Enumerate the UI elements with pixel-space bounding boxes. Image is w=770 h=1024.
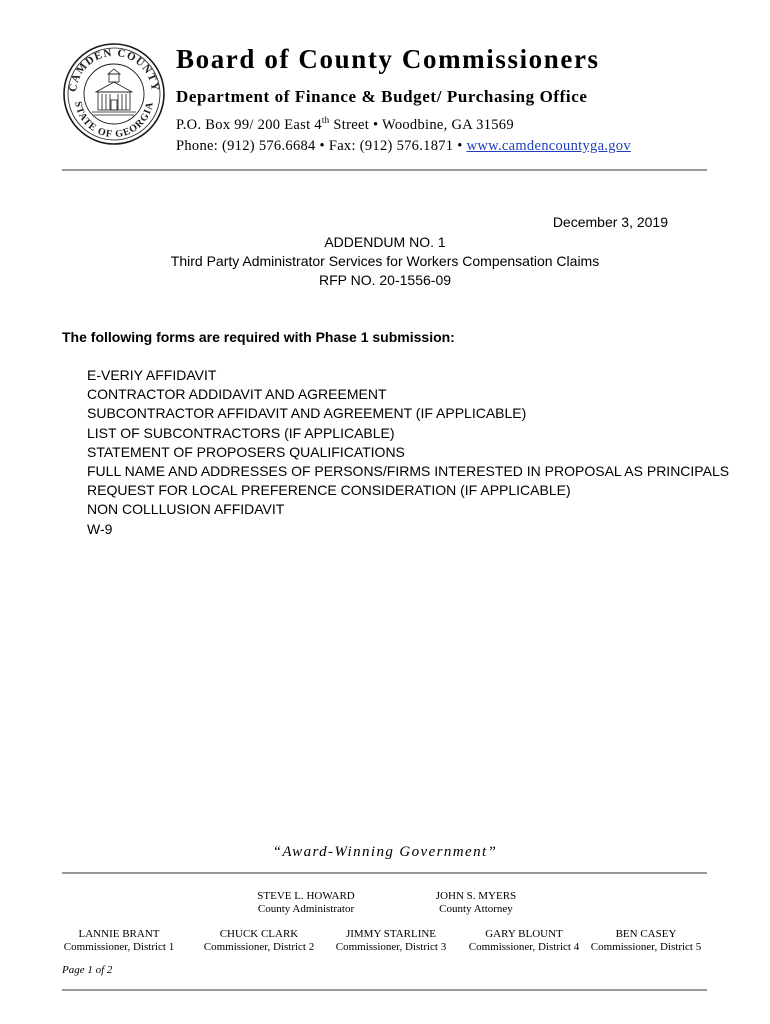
department-name: Department of Finance & Budget/ Purchasing Office	[176, 87, 588, 106]
officer-attorney	[396, 890, 556, 916]
address-suffix: Street • Woodbine, GA 31569	[329, 116, 514, 133]
commissioner-district-4	[454, 928, 594, 954]
contact-line	[176, 138, 631, 155]
addendum-number: ADDENDUM NO. 1	[324, 234, 446, 250]
addendum-subject: Third Party Administrator Services for Workers Compensation Claims	[170, 253, 600, 269]
footer-divider	[62, 872, 707, 874]
list-item: E-VERIY AFFIDAVIT	[87, 367, 217, 383]
motto: “Award-Winning Government”	[272, 844, 498, 860]
commissioner-title: Commissioner, District 2	[203, 941, 315, 953]
phone-fax-text: Phone: (912) 576.6684 • Fax: (912) 576.1871 •	[176, 138, 467, 154]
website-link[interactable]: www.camdencountyga.gov	[466, 138, 631, 154]
commissioner-title: Commissioner, District 5	[590, 941, 702, 953]
bottom-divider	[62, 989, 707, 991]
address-prefix: P.O. Box 99/ 200 East 4	[176, 116, 322, 133]
commissioner-title: Commissioner, District 4	[468, 941, 580, 953]
rfp-number: RFP NO. 20-1556-09	[318, 272, 452, 288]
commissioner-title: Commissioner, District 3	[335, 941, 447, 953]
page-number: Page 1 of 2	[62, 964, 113, 976]
officer-title: County Administrator	[257, 903, 355, 915]
list-item: CONTRACTOR ADDIDAVIT AND AGREEMENT	[87, 386, 387, 403]
county-seal-logo	[62, 42, 166, 146]
commissioner-district-2	[189, 928, 329, 954]
organization-name: Board of County Commissioners	[176, 44, 600, 74]
list-item: FULL NAME AND ADDRESSES OF PERSONS/FIRMS INTERESTED IN PROPOSAL AS PRINCIPALS	[87, 462, 730, 479]
seal-top-text: CAMDEN COUNTY	[66, 46, 162, 93]
address-superscript: th	[321, 115, 330, 125]
required-forms-list	[87, 366, 729, 539]
forms-intro: The following forms are required with Phase 1 submission:	[62, 329, 455, 345]
list-item: STATEMENT OF PROPOSERS QUALIFICATIONS	[87, 443, 405, 460]
list-item: W-9	[87, 520, 113, 537]
document-date: December 3, 2019	[552, 214, 668, 230]
commissioner-title: Commissioner, District 1	[63, 941, 175, 953]
commissioner-district-3	[321, 928, 461, 954]
list-item: NON COLLLUSION AFFIDAVIT	[87, 501, 285, 518]
list-item: LIST OF SUBCONTRACTORS (IF APPLICABLE)	[87, 424, 395, 441]
officer-administrator	[226, 890, 386, 916]
commissioner-name: JIMMY STARLINE	[345, 928, 437, 940]
list-item: REQUEST FOR LOCAL PREFERENCE CONSIDERATION (IF APPLICABLE)	[87, 482, 571, 499]
commissioner-name: LANNIE BRANT	[78, 928, 160, 940]
address-line	[176, 115, 514, 134]
officer-title: County Attorney	[439, 903, 513, 915]
commissioner-district-5	[576, 928, 716, 954]
commissioner-district-1	[49, 928, 189, 954]
officer-name: JOHN S. MYERS	[435, 890, 517, 902]
list-item: SUBCONTRACTOR AFFIDAVIT AND AGREEMENT (IF APPLICABLE)	[87, 405, 527, 422]
svg-text:CAMDEN COUNTY	[67, 47, 161, 93]
seal-bottom-text: STATE OF GEORGIA	[72, 100, 156, 141]
commissioner-name: CHUCK CLARK	[219, 928, 299, 940]
commissioner-name: GARY BLOUNT	[485, 928, 563, 940]
officer-name: STEVE L. HOWARD	[257, 890, 355, 902]
header-divider	[62, 169, 707, 171]
commissioner-name: BEN CASEY	[615, 928, 677, 940]
